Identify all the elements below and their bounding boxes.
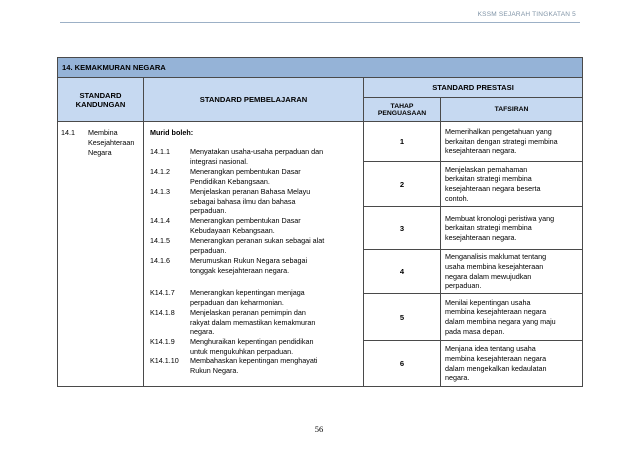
pembelajaran-item: K14.1.10 Membahaskan kepentingan menghayati Rukun Negara. (150, 356, 318, 375)
tafsiran-6: Menjana idea tentang usaha membina kesejahteraan negara dalam mengekalkan kedaulatan negara. (441, 341, 583, 387)
pembelajaran-item: 14.1.5 Menerangkan peranan sukan sebagai alat perpaduan. (150, 236, 325, 255)
pembelajaran-item: 14.1.2 Menerangkan pembentukan Dasar Pendidikan Kebangsaan. (150, 167, 301, 186)
standard-kandungan-cell (58, 122, 144, 387)
tafsiran-4: Menganalisis maklumat tentang usaha membina kesejahteraan negara dalam mewujudkan perpaduan. (441, 250, 583, 294)
curriculum-table (57, 57, 583, 387)
pembelajaran-item: 14.1.4 Menerangkan pembentukan Dasar Kebudayaan Kebangsaan. (150, 216, 301, 235)
tahap-6: 6 (364, 341, 441, 387)
kandungan-line: Kesejahteraan (88, 137, 135, 147)
pembelajaran-item: K14.1.9 Menghuraikan kepentingan pendidikan untuk mengukuhkan perpaduan. (150, 337, 314, 356)
pembelajaran-item: 14.1.6 Merumuskan Rukun Negara sebagai tonggak kesejahteraan negara. (150, 256, 308, 275)
section-title: 14. KEMAKMURAN NEGARA (58, 58, 583, 78)
pembelajaran-intro: Murid boleh: (150, 128, 194, 137)
pembelajaran-item: 14.1.3 Menjelaskan peranan Bahasa Melayu sebagai bahasa ilmu dan bahasa perpaduan. (150, 187, 311, 216)
pembelajaran-item: 14.1.1 Menyatakan usaha-usaha perpaduan dan integrasi nasional. (150, 147, 324, 166)
kandungan-line: Negara (88, 147, 112, 157)
tahap-5: 5 (364, 294, 441, 341)
pembelajaran-item: K14.1.7 Menerangkan kepentingan menjaga perpaduan dan keharmonian. (150, 288, 305, 307)
tahap-1: 1 (364, 122, 441, 162)
pembelajaran-item: K14.1.8 Menjelaskan peranan pemimpin dan rakyat dalam memastikan kemakmuran negara. (150, 308, 316, 337)
tahap-2: 2 (364, 162, 441, 207)
running-header: KSSM SEJARAH TINGKATAN 5 (477, 11, 576, 18)
header-rule (60, 22, 580, 23)
tafsiran-3: Membuat kronologi peristiwa yang berkaitan strategi membina kesejahteraan negara. (441, 207, 583, 250)
header-tafsiran: TAFSIRAN (441, 98, 583, 122)
tafsiran-2: Menjelaskan pemahaman berkaitan strategi membina kesejahteraan negara beserta contoh. (441, 162, 583, 207)
kandungan-line: Membina (88, 128, 118, 137)
kandungan-number: 14.1 (61, 128, 75, 137)
standard-pembelajaran-cell (144, 122, 364, 387)
header-standard-pembelajaran: STANDARD PEMBELAJARAN (144, 78, 364, 122)
tafsiran-1: Memerihalkan pengetahuan yang berkaitan dengan strategi membina kesejahteraan negara. (441, 122, 583, 162)
header-standard-kandungan: STANDARD KANDUNGAN (58, 78, 144, 122)
tafsiran-5: Menilai kepentingan usaha membina kesejahteraan negara dalam membina negara yang maju pada masa depan. (441, 294, 583, 341)
tahap-4: 4 (364, 250, 441, 294)
header-tahap-penguasaan: TAHAP PENGUASAAN (364, 98, 441, 122)
page-number: 56 (314, 424, 324, 434)
tahap-3: 3 (364, 207, 441, 250)
header-standard-prestasi: STANDARD PRESTASI (364, 78, 583, 98)
